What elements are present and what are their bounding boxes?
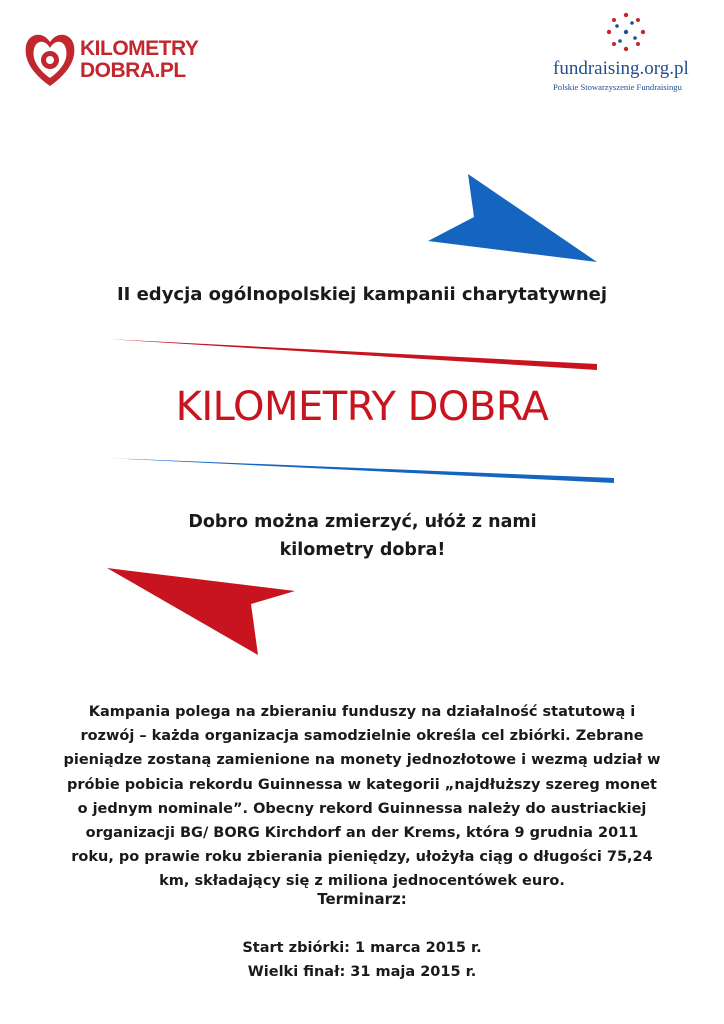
edition-subtitle: II edycja ogólnopolskiej kampanii charytatywnej bbox=[116, 284, 608, 305]
kilometry-dobra-logo bbox=[22, 28, 197, 94]
brand-line-1: KILOMETRY bbox=[80, 37, 199, 60]
blue-stripe-bottom bbox=[107, 458, 614, 483]
blue-arrow-top bbox=[428, 174, 597, 262]
campaign-description: Kampania polega na zbieraniu funduszy na działalność statutową i rozwój – każda organizacja samodzielnie określa cel zbiórki. Zebrane pieniądze zostaną zamienione na monety jednozłotowe i wezmą udział w próbie pobicia rekordu Guinnessa w kategorii „najdłuższy szereg monet o jednym nominale”. Obecny rekord Guinnessa należy do austriackiej organizacji BG/ BORG Kirchdorf an der Krems, która 9 grudnia 2011 roku, po prawie roku zbierania pieniędzy, ułożyła ciąg o długości 75,24 km, składający się z miliona jednocentówek euro. bbox=[63, 704, 661, 890]
fundraising-logo bbox=[546, 4, 721, 96]
schedule-heading: Terminarz: bbox=[317, 890, 407, 908]
star-burst-icon bbox=[604, 10, 648, 54]
red-stripe-top bbox=[107, 339, 597, 370]
fundraising-tagline: Polskie Stowarzyszenie Fundraisingu bbox=[553, 82, 682, 92]
campaign-title: KILOMETRY DOBRA bbox=[175, 384, 549, 430]
schedule-list bbox=[0, 936, 724, 984]
heart-icon bbox=[22, 28, 78, 92]
schedule-final: Wielki finał: 31 maja 2015 r. bbox=[247, 964, 477, 980]
fundraising-site-name: fundraising.org.pl bbox=[553, 58, 689, 79]
red-arrow-bottom bbox=[107, 568, 295, 655]
schedule-start: Start zbiórki: 1 marca 2015 r. bbox=[242, 940, 482, 956]
campaign-slogan: Dobro można zmierzyć, ułóż z nami kilometry dobra! bbox=[188, 512, 537, 560]
brand-line-2: DOBRA.PL bbox=[80, 59, 186, 82]
